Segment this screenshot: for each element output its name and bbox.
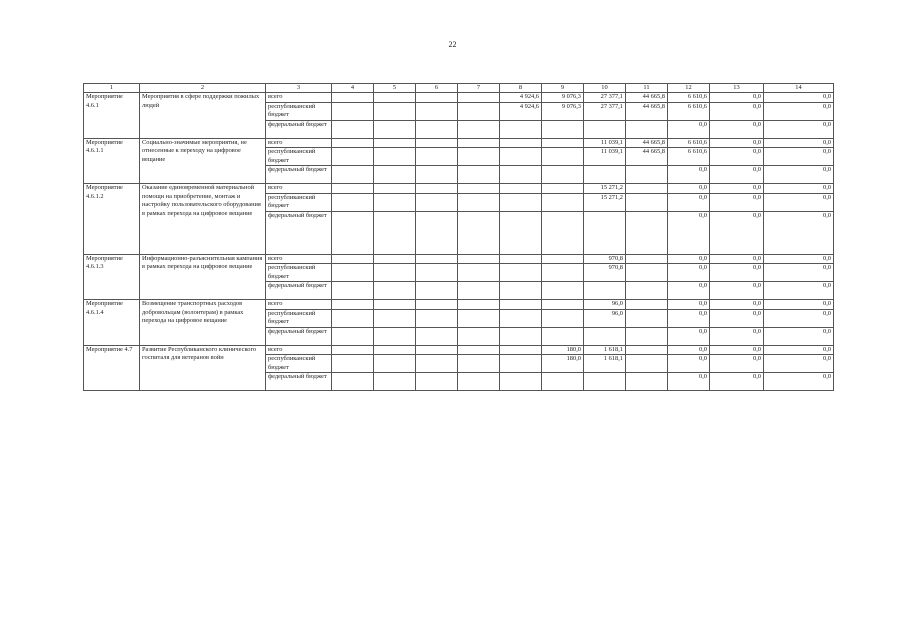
value-cell — [416, 282, 458, 300]
value-cell — [374, 254, 416, 264]
value-cell: 0,0 — [764, 345, 834, 355]
value-cell: 0,0 — [764, 254, 834, 264]
value-cell — [626, 345, 668, 355]
value-cell: 0,0 — [764, 166, 834, 184]
value-cell — [374, 345, 416, 355]
value-cell — [374, 184, 416, 194]
value-cell — [374, 309, 416, 327]
activity-code: Мероприятие 4.6.1.4 — [84, 300, 140, 346]
value-cell — [458, 148, 500, 166]
value-cell — [374, 93, 416, 103]
value-cell: 27 377,1 — [584, 102, 626, 120]
activity-name: Развитие Республиканского клинического госпиталя для ветеранов войн — [140, 345, 266, 391]
value-cell: 0,0 — [668, 373, 710, 391]
value-cell — [332, 282, 374, 300]
value-cell: 970,8 — [584, 264, 626, 282]
value-cell — [458, 211, 500, 254]
value-cell — [500, 166, 542, 184]
value-cell — [500, 264, 542, 282]
funding-source: республиканский бюджет — [266, 355, 332, 373]
value-cell — [542, 166, 584, 184]
value-cell — [332, 264, 374, 282]
column-header: 4 — [332, 84, 374, 93]
value-cell: 0,0 — [764, 373, 834, 391]
value-cell: 0,0 — [764, 264, 834, 282]
table-row — [84, 345, 834, 355]
value-cell — [458, 300, 500, 310]
value-cell: 9 076,3 — [542, 102, 584, 120]
value-cell: 0,0 — [668, 327, 710, 345]
column-header: 13 — [710, 84, 764, 93]
funding-source: республиканский бюджет — [266, 148, 332, 166]
value-cell — [500, 148, 542, 166]
value-cell — [332, 138, 374, 148]
value-cell: 0,0 — [668, 264, 710, 282]
value-cell — [332, 300, 374, 310]
activity-code: Мероприятие 4.6.1.3 — [84, 254, 140, 300]
value-cell: 0,0 — [764, 211, 834, 254]
value-cell — [584, 120, 626, 138]
value-cell: 0,0 — [710, 345, 764, 355]
funding-source: всего — [266, 300, 332, 310]
column-header: 10 — [584, 84, 626, 93]
value-cell: 44 665,8 — [626, 102, 668, 120]
value-cell — [374, 264, 416, 282]
value-cell: 0,0 — [764, 184, 834, 194]
funding-source: всего — [266, 345, 332, 355]
column-header: 2 — [140, 84, 266, 93]
value-cell — [626, 327, 668, 345]
value-cell: 0,0 — [764, 309, 834, 327]
value-cell: 0,0 — [710, 309, 764, 327]
column-header: 5 — [374, 84, 416, 93]
value-cell — [626, 355, 668, 373]
value-cell — [626, 373, 668, 391]
value-cell: 0,0 — [668, 120, 710, 138]
value-cell: 0,0 — [764, 327, 834, 345]
value-cell — [332, 120, 374, 138]
value-cell: 0,0 — [710, 355, 764, 373]
value-cell — [332, 93, 374, 103]
funding-source: федеральный бюджет — [266, 166, 332, 184]
value-cell: 0,0 — [668, 355, 710, 373]
activity-name: Социально-значимые мероприятия, не отнесенные к переходу на цифровое вещание — [140, 138, 266, 184]
table-row — [84, 254, 834, 264]
value-cell — [374, 327, 416, 345]
column-header: 11 — [626, 84, 668, 93]
value-cell: 0,0 — [710, 120, 764, 138]
value-cell — [416, 355, 458, 373]
value-cell: 44 665,8 — [626, 138, 668, 148]
value-cell — [542, 120, 584, 138]
funding-source: республиканский бюджет — [266, 193, 332, 211]
value-cell: 180,0 — [542, 345, 584, 355]
value-cell: 0,0 — [668, 309, 710, 327]
funding-source: федеральный бюджет — [266, 211, 332, 254]
value-cell — [332, 345, 374, 355]
value-cell: 0,0 — [668, 300, 710, 310]
value-cell: 0,0 — [764, 355, 834, 373]
value-cell: 180,0 — [542, 355, 584, 373]
value-cell — [374, 166, 416, 184]
funding-source: республиканский бюджет — [266, 309, 332, 327]
funding-source: всего — [266, 254, 332, 264]
page-number: 22 — [448, 40, 457, 49]
value-cell: 0,0 — [710, 264, 764, 282]
value-cell — [458, 355, 500, 373]
value-cell — [542, 264, 584, 282]
value-cell: 0,0 — [764, 282, 834, 300]
value-cell — [626, 184, 668, 194]
column-header: 7 — [458, 84, 500, 93]
value-cell — [416, 345, 458, 355]
funding-source: федеральный бюджет — [266, 120, 332, 138]
activity-code: Мероприятие 4.6.1.2 — [84, 184, 140, 255]
activity-name: Возмещение транспортных расходов добровольцам (волонтерам) в рамках перехода на цифровое вещание — [140, 300, 266, 346]
value-cell: 4 924,6 — [500, 93, 542, 103]
funding-source: республиканский бюджет — [266, 264, 332, 282]
activity-name: Мероприятия в сфере поддержки пожилых людей — [140, 93, 266, 139]
activity-name: Информационно-разъяснительная кампания в рамках перехода на цифровое вещание — [140, 254, 266, 300]
value-cell: 0,0 — [764, 193, 834, 211]
value-cell — [542, 309, 584, 327]
value-cell: 0,0 — [710, 254, 764, 264]
funding-source: всего — [266, 138, 332, 148]
value-cell — [500, 309, 542, 327]
value-cell — [416, 102, 458, 120]
value-cell — [458, 309, 500, 327]
value-cell: 0,0 — [710, 327, 764, 345]
value-cell — [332, 309, 374, 327]
funding-source: федеральный бюджет — [266, 282, 332, 300]
value-cell — [500, 355, 542, 373]
value-cell: 15 271,2 — [584, 193, 626, 211]
value-cell — [458, 373, 500, 391]
value-cell — [626, 300, 668, 310]
value-cell: 0,0 — [710, 184, 764, 194]
value-cell — [416, 211, 458, 254]
value-cell: 0,0 — [668, 345, 710, 355]
column-header: 14 — [764, 84, 834, 93]
value-cell: 6 610,6 — [668, 138, 710, 148]
funding-source: федеральный бюджет — [266, 373, 332, 391]
value-cell — [458, 138, 500, 148]
value-cell: 0,0 — [668, 211, 710, 254]
column-header: 8 — [500, 84, 542, 93]
funding-source: всего — [266, 184, 332, 194]
value-cell — [500, 373, 542, 391]
value-cell — [332, 373, 374, 391]
value-cell — [332, 148, 374, 166]
value-cell — [332, 166, 374, 184]
value-cell — [332, 193, 374, 211]
value-cell — [416, 166, 458, 184]
budget-table — [83, 83, 834, 391]
value-cell — [500, 282, 542, 300]
value-cell: 0,0 — [710, 138, 764, 148]
value-cell — [416, 184, 458, 194]
value-cell — [542, 193, 584, 211]
table-row — [84, 138, 834, 148]
value-cell: 0,0 — [710, 148, 764, 166]
value-cell — [584, 211, 626, 254]
value-cell — [332, 211, 374, 254]
value-cell — [542, 138, 584, 148]
value-cell — [542, 282, 584, 300]
value-cell — [374, 102, 416, 120]
value-cell — [542, 300, 584, 310]
value-cell — [458, 345, 500, 355]
value-cell — [374, 193, 416, 211]
value-cell: 6 610,6 — [668, 102, 710, 120]
value-cell: 0,0 — [710, 282, 764, 300]
value-cell — [542, 148, 584, 166]
table-row — [84, 93, 834, 103]
header-row — [84, 84, 834, 93]
value-cell — [374, 355, 416, 373]
value-cell: 44 665,8 — [626, 93, 668, 103]
value-cell: 11 039,1 — [584, 138, 626, 148]
value-cell — [416, 138, 458, 148]
value-cell — [626, 264, 668, 282]
value-cell: 0,0 — [710, 211, 764, 254]
value-cell: 0,0 — [668, 184, 710, 194]
value-cell — [416, 264, 458, 282]
value-cell — [458, 93, 500, 103]
value-cell — [416, 300, 458, 310]
value-cell — [542, 373, 584, 391]
value-cell: 0,0 — [710, 300, 764, 310]
value-cell — [416, 148, 458, 166]
value-cell: 0,0 — [764, 148, 834, 166]
column-header: 6 — [416, 84, 458, 93]
value-cell — [500, 193, 542, 211]
value-cell — [374, 120, 416, 138]
value-cell: 0,0 — [668, 166, 710, 184]
value-cell: 0,0 — [764, 300, 834, 310]
column-header: 1 — [84, 84, 140, 93]
value-cell — [500, 138, 542, 148]
value-cell — [542, 327, 584, 345]
value-cell — [584, 373, 626, 391]
value-cell — [416, 327, 458, 345]
value-cell: 11 039,1 — [584, 148, 626, 166]
value-cell — [542, 184, 584, 194]
value-cell — [458, 102, 500, 120]
table-row — [84, 300, 834, 310]
funding-source: всего — [266, 93, 332, 103]
value-cell: 0,0 — [710, 373, 764, 391]
activity-code: Мероприятие 4.7 — [84, 345, 140, 391]
value-cell: 0,0 — [710, 193, 764, 211]
column-header: 9 — [542, 84, 584, 93]
value-cell: 44 665,8 — [626, 148, 668, 166]
value-cell — [626, 166, 668, 184]
table-row — [84, 184, 834, 194]
value-cell — [500, 300, 542, 310]
value-cell: 1 618,1 — [584, 355, 626, 373]
value-cell — [416, 373, 458, 391]
value-cell — [500, 211, 542, 254]
value-cell: 0,0 — [668, 193, 710, 211]
value-cell: 0,0 — [710, 102, 764, 120]
value-cell — [332, 102, 374, 120]
value-cell — [500, 345, 542, 355]
value-cell — [626, 193, 668, 211]
value-cell — [500, 254, 542, 264]
value-cell — [626, 309, 668, 327]
value-cell: 0,0 — [710, 166, 764, 184]
value-cell: 96,0 — [584, 300, 626, 310]
value-cell: 15 271,2 — [584, 184, 626, 194]
value-cell — [626, 120, 668, 138]
value-cell — [416, 254, 458, 264]
funding-source: республиканский бюджет — [266, 102, 332, 120]
value-cell: 9 076,3 — [542, 93, 584, 103]
value-cell: 0,0 — [764, 93, 834, 103]
value-cell: 0,0 — [668, 254, 710, 264]
value-cell — [458, 327, 500, 345]
activity-code: Мероприятие 4.6.1.1 — [84, 138, 140, 184]
value-cell — [374, 211, 416, 254]
value-cell — [458, 120, 500, 138]
value-cell — [416, 193, 458, 211]
value-cell — [584, 327, 626, 345]
activity-code: Мероприятие 4.6.1 — [84, 93, 140, 139]
value-cell — [374, 373, 416, 391]
value-cell: 0,0 — [764, 120, 834, 138]
column-header: 3 — [266, 84, 332, 93]
value-cell — [458, 254, 500, 264]
value-cell — [542, 254, 584, 264]
value-cell — [500, 184, 542, 194]
column-header: 12 — [668, 84, 710, 93]
value-cell — [458, 166, 500, 184]
value-cell — [626, 211, 668, 254]
value-cell — [374, 138, 416, 148]
value-cell: 27 377,1 — [584, 93, 626, 103]
value-cell: 0,0 — [668, 282, 710, 300]
value-cell — [416, 93, 458, 103]
value-cell — [374, 300, 416, 310]
value-cell — [332, 254, 374, 264]
value-cell — [584, 166, 626, 184]
value-cell: 0,0 — [764, 102, 834, 120]
value-cell — [584, 282, 626, 300]
value-cell — [374, 282, 416, 300]
value-cell — [458, 193, 500, 211]
value-cell — [332, 184, 374, 194]
value-cell — [542, 211, 584, 254]
activity-name: Оказание единовременной материальной помощи на приобретение, монтаж и настройку пользовательского оборудования в рамках перехода на цифровое вещание — [140, 184, 266, 255]
value-cell — [332, 355, 374, 373]
value-cell — [626, 254, 668, 264]
value-cell: 0,0 — [710, 93, 764, 103]
value-cell: 1 618,1 — [584, 345, 626, 355]
value-cell — [500, 327, 542, 345]
value-cell: 0,0 — [764, 138, 834, 148]
value-cell — [374, 148, 416, 166]
value-cell — [332, 327, 374, 345]
value-cell: 4 924,6 — [500, 102, 542, 120]
value-cell — [416, 120, 458, 138]
value-cell — [458, 264, 500, 282]
value-cell: 6 610,6 — [668, 93, 710, 103]
funding-source: федеральный бюджет — [266, 327, 332, 345]
value-cell: 6 610,6 — [668, 148, 710, 166]
value-cell — [500, 120, 542, 138]
value-cell — [458, 282, 500, 300]
value-cell — [458, 184, 500, 194]
value-cell: 970,8 — [584, 254, 626, 264]
value-cell — [626, 282, 668, 300]
value-cell: 96,0 — [584, 309, 626, 327]
value-cell — [416, 309, 458, 327]
